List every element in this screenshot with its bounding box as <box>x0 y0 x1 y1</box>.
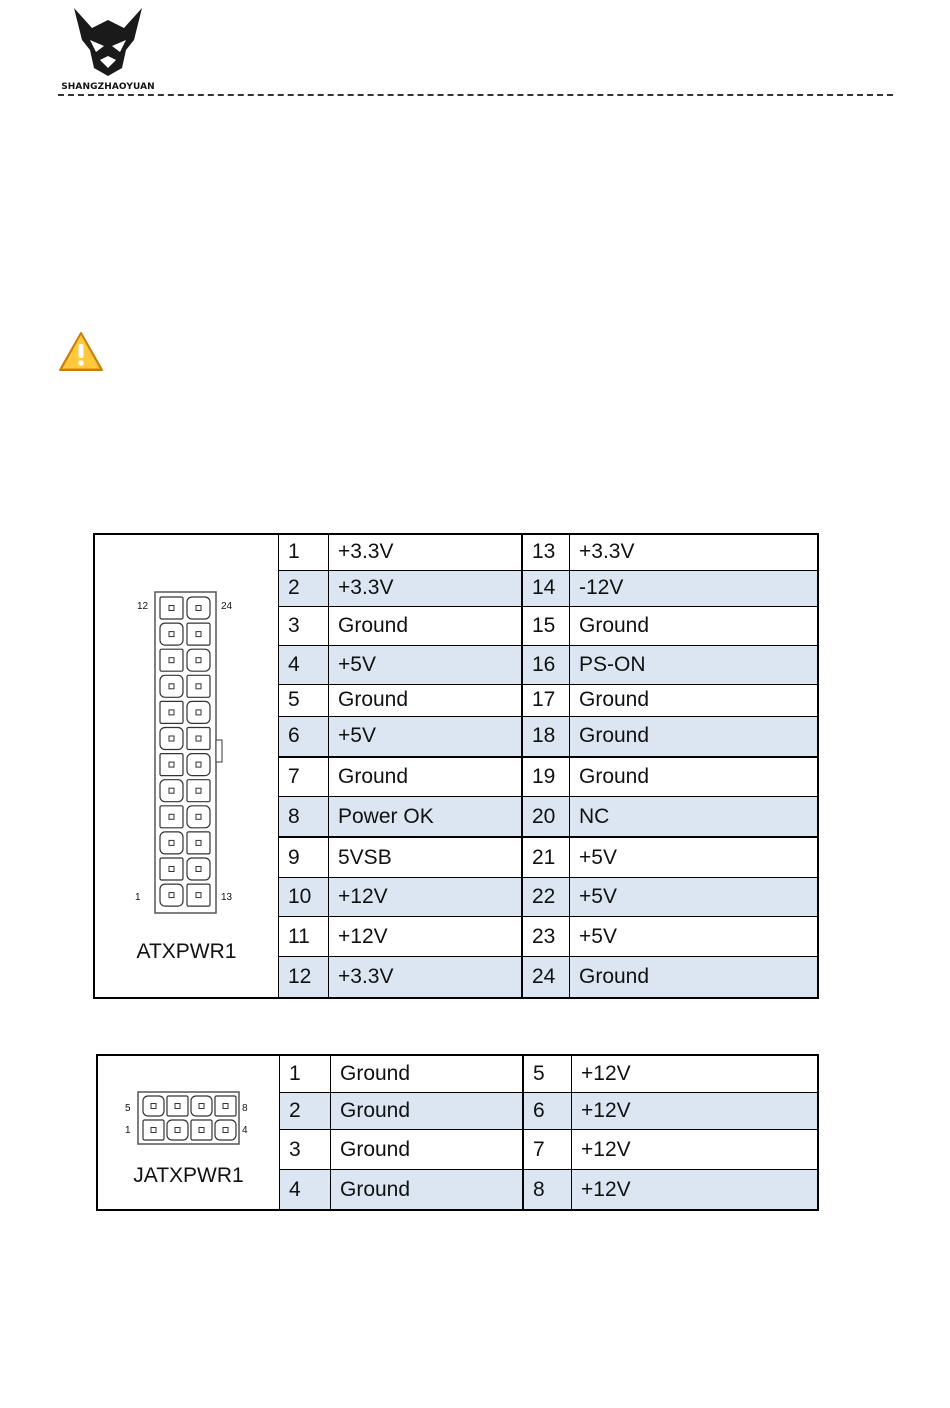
pin-row <box>280 1056 817 1092</box>
pin-signal: Ground <box>579 613 650 637</box>
pin-number: 1 <box>280 1056 331 1092</box>
atxpwr1-pin-list <box>279 535 817 997</box>
pin-row <box>279 956 817 997</box>
pin-contact <box>169 840 174 845</box>
pin-number: 23 <box>523 917 570 956</box>
pin-signal: +12V <box>581 1062 631 1085</box>
pin-signal: +12V <box>329 878 523 916</box>
pin-number: 8 <box>279 797 329 836</box>
pin-signal: +12V <box>329 917 523 956</box>
pin-number: 5 <box>524 1056 572 1092</box>
pin-contact <box>223 1104 228 1109</box>
pin-number: 8 <box>524 1170 572 1209</box>
pin-contact <box>196 840 201 845</box>
pin-number: 4 <box>280 1170 331 1209</box>
pin-contact <box>169 814 174 819</box>
pin-contact <box>169 606 174 611</box>
pin-row <box>279 796 817 836</box>
pin-number: 7 <box>279 758 329 797</box>
wolf-logo-icon <box>70 6 146 76</box>
pin-number: 1 <box>279 535 329 570</box>
pin-number: 24 <box>523 957 570 997</box>
pin-number: 3 <box>279 607 329 645</box>
pin-number: 16 <box>523 646 570 684</box>
pin-number: 6 <box>524 1093 572 1129</box>
pin-number: 22 <box>523 878 570 916</box>
pin-signal: Ground <box>579 965 650 989</box>
pin-contact <box>151 1104 156 1109</box>
pin-signal: +5V <box>329 646 523 684</box>
pin-row <box>279 836 817 877</box>
jatxpwr1-label: JATXPWR1 <box>133 1164 244 1187</box>
pin-contact <box>169 710 174 715</box>
pin-contact <box>196 658 201 663</box>
pin-row <box>280 1092 817 1129</box>
pin-row <box>279 606 817 645</box>
pin-number: 9 <box>279 838 329 877</box>
pin-row <box>279 645 817 684</box>
pin-contact <box>196 710 201 715</box>
pin-number: 4 <box>279 646 329 684</box>
diagram-label-5: 5 <box>125 1103 131 1114</box>
pin-contact <box>169 684 174 689</box>
pin-contact <box>199 1104 204 1109</box>
pin-signal: Ground <box>329 607 523 645</box>
diagram-label-13: 13 <box>221 892 233 903</box>
pin-row <box>279 535 817 570</box>
diagram-label-1: 1 <box>125 1125 131 1136</box>
pin-number: 2 <box>279 571 329 606</box>
pin-contact <box>196 606 201 611</box>
pin-contact <box>196 867 201 872</box>
pin-contact <box>196 684 201 689</box>
pin-signal: +12V <box>581 1137 631 1161</box>
pin-contact <box>196 893 201 898</box>
pin-row <box>279 570 817 606</box>
pin-signal: PS-ON <box>579 652 646 676</box>
pin-row <box>279 916 817 956</box>
pin-number: 3 <box>280 1130 331 1169</box>
pin-signal: Power OK <box>329 797 523 836</box>
pin-signal: +5V <box>579 924 617 948</box>
pin-number: 14 <box>523 571 570 606</box>
header-divider <box>58 94 893 96</box>
jatxpwr1-diagram <box>98 1056 280 1209</box>
diagram-label-8: 8 <box>242 1103 248 1114</box>
pin-row <box>280 1129 817 1169</box>
pin-contact <box>151 1128 156 1133</box>
diagram-label-12: 12 <box>137 601 149 612</box>
warning-icon <box>58 330 104 374</box>
pin-signal: Ground <box>329 758 523 797</box>
pin-signal: NC <box>579 804 610 828</box>
pin-signal: +3.3V <box>579 540 635 564</box>
pin-number: 13 <box>523 535 570 570</box>
pin-number: 15 <box>523 607 570 645</box>
pin-number: 11 <box>279 917 329 956</box>
pin-contact <box>169 788 174 793</box>
pin-signal: +5V <box>329 717 523 756</box>
pin-number: 5 <box>279 685 329 716</box>
pin-signal: Ground <box>579 724 650 748</box>
pin-contact <box>169 893 174 898</box>
pin-signal: Ground <box>579 764 650 788</box>
jatxpwr1-pinout-table <box>96 1054 819 1211</box>
pin-contact <box>196 788 201 793</box>
pin-row <box>280 1169 817 1209</box>
pin-signal: +12V <box>581 1177 631 1201</box>
pin-contact <box>169 632 174 637</box>
diagram-label-1: 1 <box>135 892 141 903</box>
pin-signal: Ground <box>331 1170 524 1209</box>
pin-number: 19 <box>523 758 570 797</box>
pin-number: 20 <box>523 797 570 836</box>
pin-signal: +5V <box>579 885 617 909</box>
atxpwr1-diagram <box>95 535 279 997</box>
diagram-label-24: 24 <box>221 601 233 612</box>
pin-row <box>279 684 817 716</box>
pin-contact <box>175 1128 180 1133</box>
pin-signal: -12V <box>579 576 624 600</box>
pin-signal: +3.3V <box>329 571 523 606</box>
pin-signal: +3.3V <box>329 957 523 997</box>
pin-signal: Ground <box>331 1056 524 1092</box>
pin-contact <box>196 736 201 741</box>
atxpwr1-pinout-table <box>93 533 819 999</box>
pin-signal: +5V <box>579 845 617 869</box>
pin-signal: +12V <box>581 1099 631 1122</box>
pin-number: 6 <box>279 717 329 756</box>
atxpwr1-label: ATXPWR1 <box>136 940 237 963</box>
jatxpwr1-pin-list <box>280 1056 817 1209</box>
pin-row <box>279 877 817 916</box>
pin-row <box>279 716 817 756</box>
pin-signal: Ground <box>579 688 650 712</box>
pin-number: 21 <box>523 838 570 877</box>
pin-signal: Ground <box>329 685 523 716</box>
brand-logo <box>58 6 158 90</box>
pin-contact <box>199 1128 204 1133</box>
diagram-label-4: 4 <box>242 1125 248 1136</box>
pin-contact <box>169 762 174 767</box>
pin-contact <box>196 632 201 637</box>
pin-contact <box>223 1128 228 1133</box>
pin-contact <box>169 736 174 741</box>
brand-name: SHANGZHAOYUAN <box>61 82 155 92</box>
pin-contact <box>175 1104 180 1109</box>
pin-signal: +3.3V <box>329 535 523 570</box>
pin-contact <box>196 762 201 767</box>
pin-signal: Ground <box>331 1130 524 1169</box>
pin-signal: 5VSB <box>329 838 523 877</box>
pin-number: 17 <box>523 685 570 716</box>
pin-number: 2 <box>280 1093 331 1129</box>
pin-signal: Ground <box>331 1093 524 1129</box>
pin-contact <box>196 814 201 819</box>
pin-number: 18 <box>523 717 570 756</box>
pin-contact <box>169 658 174 663</box>
pin-row <box>279 756 817 797</box>
pin-number: 7 <box>524 1130 572 1169</box>
pin-number: 10 <box>279 878 329 916</box>
pin-number: 12 <box>279 957 329 997</box>
pin-contact <box>169 867 174 872</box>
